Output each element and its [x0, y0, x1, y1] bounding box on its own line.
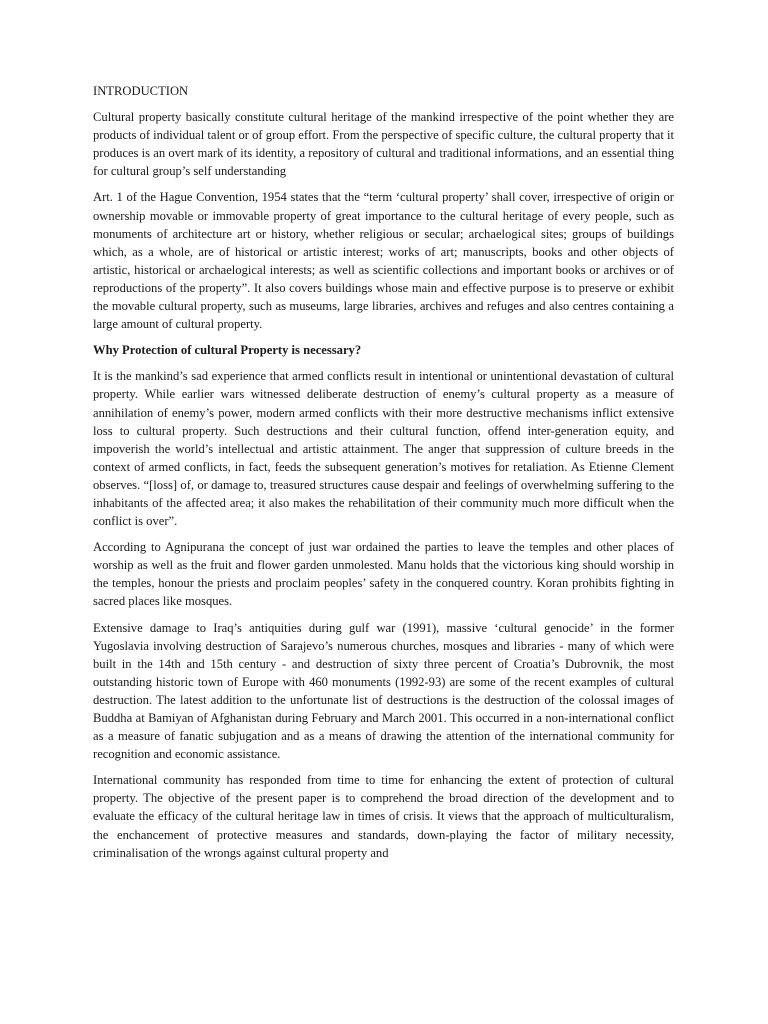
- paragraph-recent-destruction: Extensive damage to Iraq’s antiquities during gulf war (1991), massive ‘cultural genocide’ in the former Yugoslavia involving destruction of Sarajevo’s numerous churches, mosques and libraries - many of which were built in the 14th and 15th century - and destruction of sixty three percent of Croatia’s Dubrovnik, the most outstanding historic town of Europe with 460 monuments (1992-93) are some of the recent examples of cultural destruction. The latest addition to the unfortunate list of destructions is the destruction of the colossal images of Buddha at Bamiyan of Afghanistan during February and March 2001. This occurred in a non-international conflict as a measure of fanatic subjugation and as a means of drawing the attention of the international community for recognition and economic assistance.: [93, 620, 674, 762]
- paragraph-armed-conflicts: It is the mankind’s sad experience that armed conflicts result in intentional or unintentional devastation of cultural property. While earlier wars witnessed deliberate destruction of enemy’s cultural property as a measure of annihilation of enemy’s power, modern armed conflicts with their more destructive mechanisms inflict extensive loss to cultural property. Such destructions and their cultural function, offend inter-generation equity, and impoverish the world’s intellectual and artistic attainment. The anger that suppression of culture breeds in the context of armed conflicts, in fact, feeds the subsequent generation’s motives for retaliation. As Etienne Clement observes. “[loss] of, or damage to, treasured structures cause despair and feelings of overwhelming suffering to the inhabitants of the affected area; it also makes the rehabilitation of their community much more difficult when the conflict is over”.: [93, 369, 674, 529]
- paragraph-international-response: International community has responded from time to time for enhancing the extent of protection of cultural property. The objective of the present paper is to comprehend the broad direction of the development and to evaluate the efficacy of the cultural heritage law in times of crisis. It views that the approach of multiculturalism, the enchancement of protective measures and standards, down-playing the factor of military necessity, criminalisation of the wrongs against cultural property and: [93, 773, 674, 860]
- paragraph-agnipurana: According to Agnipurana the concept of just war ordained the parties to leave the temples and other places of worship as well as the fruit and flower garden unmolested. Manu holds that the victorious king should worship in the temples, honour the priests and proclaim peoples’ safety in the conquered country. Koran prohibits fighting in sacred places like mosques.: [93, 540, 674, 609]
- section-heading-introduction: INTRODUCTION: [93, 84, 189, 98]
- section-heading-why-protection: Why Protection of cultural Property is necessary?: [93, 343, 362, 358]
- paragraph-hague-convention: Art. 1 of the Hague Convention, 1954 states that the “term ‘cultural property’ shall cover, irrespective of origin or ownership movable or immovable property of great importance to the cultural heritage of every people, such as monuments of architecture art or history, whether religious or secular; archaelogical sites; groups of buildings which, as a whole, are of historical or artistic interest; works of art; manuscripts, books and other objects of artistic, historical or archaelogical interests; as well as scientific collections and important books or archives or of reproductions of the property”. It also covers buildings whose main and effective purpose is to preserve or exhibit the movable cultural property, such as museums, large libraries, archives and refuges and also centres containing a large amount of cultural property.: [93, 190, 674, 332]
- paragraph-cultural-property-definition: Cultural property basically constitute cultural heritage of the mankind irrespective of the point whether they are products of individual talent or of group effort. From the perspective of specific culture, the cultural property that it produces is an overt mark of its identity, a repository of cultural and traditional informations, and an essential thing for cultural group’s self understanding: [93, 110, 675, 179]
- document-body: [93, 82, 674, 870]
